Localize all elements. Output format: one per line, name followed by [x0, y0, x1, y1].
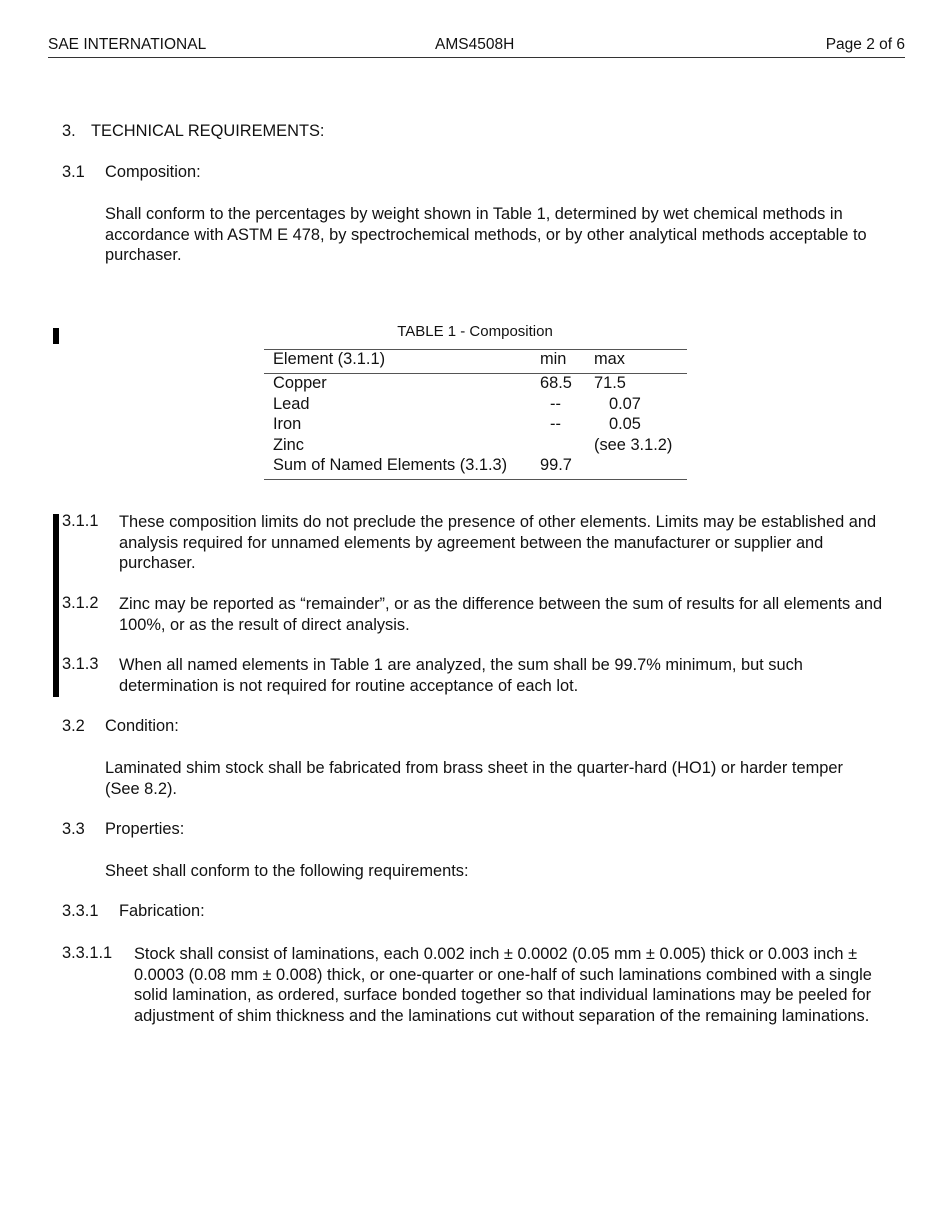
table-cell-max: (see 3.1.2) — [594, 436, 673, 454]
section-3-2-body: Laminated shim stock shall be fabricated from brass sheet in the quarter-hard (HO1) or harder temper (See 8.2). — [105, 759, 843, 798]
table-cell-min: -- — [550, 415, 561, 433]
table-cell-element: Lead — [273, 395, 310, 413]
table-col-min: min — [540, 350, 567, 368]
section-3-1-body: Shall conform to the percentages by weight shown in Table 1, determined by wet chemical methods in accordance with ASTM E 478, by spectrochemical methods, or by other analytical methods acceptable to purchaser. — [105, 205, 867, 265]
table-cell-min: 68.5 — [540, 374, 572, 392]
table-col-max: max — [594, 350, 625, 368]
table-cell-max: 0.05 — [609, 415, 641, 433]
table-cell-min: 99.7 — [540, 456, 572, 474]
table-1-caption: TABLE 1 - Composition — [397, 323, 553, 340]
section-3-3-title: Properties: — [105, 820, 185, 838]
section-3-number: 3. — [62, 122, 76, 140]
header-doc-id: AMS4508H — [435, 36, 515, 53]
table-col-element: Element (3.1.1) — [273, 350, 386, 368]
table-cell-element: Copper — [273, 374, 327, 392]
section-3-1-1-number: 3.1.1 — [62, 512, 99, 530]
section-3-3-1-1-body: Stock shall consist of laminations, each 0.002 inch ± 0.0002 (0.05 mm ± 0.005) thick or 0.003 inch ± 0.0003 (0.08 mm ± 0.008) thick, or one-quarter or one-half of such laminations combined with a single solid lamination, as ordered, surface bonded together so that individual laminations may be peeled for adjustment of shim thickness and the laminations cut without separation of the remaining laminations. — [134, 945, 872, 1025]
section-3-1-number: 3.1 — [62, 163, 85, 181]
section-3-1-title: Composition: — [105, 163, 201, 181]
header-rule — [48, 57, 905, 58]
header-page-number: Page 2 of 6 — [825, 36, 905, 53]
section-3-3-body: Sheet shall conform to the following requirements: — [105, 862, 469, 880]
table-bottom-rule — [264, 479, 687, 480]
section-3-3-1-title: Fabrication: — [119, 902, 205, 920]
section-3-2-number: 3.2 — [62, 717, 85, 735]
section-3-3-1-1-number: 3.3.1.1 — [62, 944, 113, 962]
section-3-title: TECHNICAL REQUIREMENTS: — [91, 122, 325, 140]
section-3-1-2-number: 3.1.2 — [62, 594, 99, 612]
section-3-3-1-number: 3.3.1 — [62, 902, 99, 920]
table-cell-max: 71.5 — [594, 374, 626, 392]
table-cell-element: Zinc — [273, 436, 304, 454]
table-cell-element: Sum of Named Elements (3.1.3) — [273, 456, 508, 474]
section-3-1-3-body: When all named elements in Table 1 are analyzed, the sum shall be 99.7% minimum, but such determination is not required for routine acceptance of each lot. — [119, 656, 803, 695]
header-org: SAE INTERNATIONAL — [48, 36, 207, 53]
section-3-1-1-body: These composition limits do not preclude the presence of other elements. Limits may be established and analysis required for unnamed elements by agreement between the manufacturer or supplier and purchaser. — [119, 513, 877, 573]
table-cell-min: -- — [550, 395, 561, 413]
table-cell-max: 0.07 — [609, 395, 641, 413]
change-bar-3-1-x — [53, 514, 59, 697]
section-3-3-number: 3.3 — [62, 820, 85, 838]
section-3-2-title: Condition: — [105, 717, 179, 735]
section-3-1-3-number: 3.1.3 — [62, 655, 99, 673]
change-bar-table — [53, 328, 59, 344]
section-3-1-2-body: Zinc may be reported as “remainder”, or as the difference between the sum of results for all elements and 100%, or as the result of direct analysis. — [119, 595, 883, 634]
table-cell-element: Iron — [273, 415, 302, 433]
